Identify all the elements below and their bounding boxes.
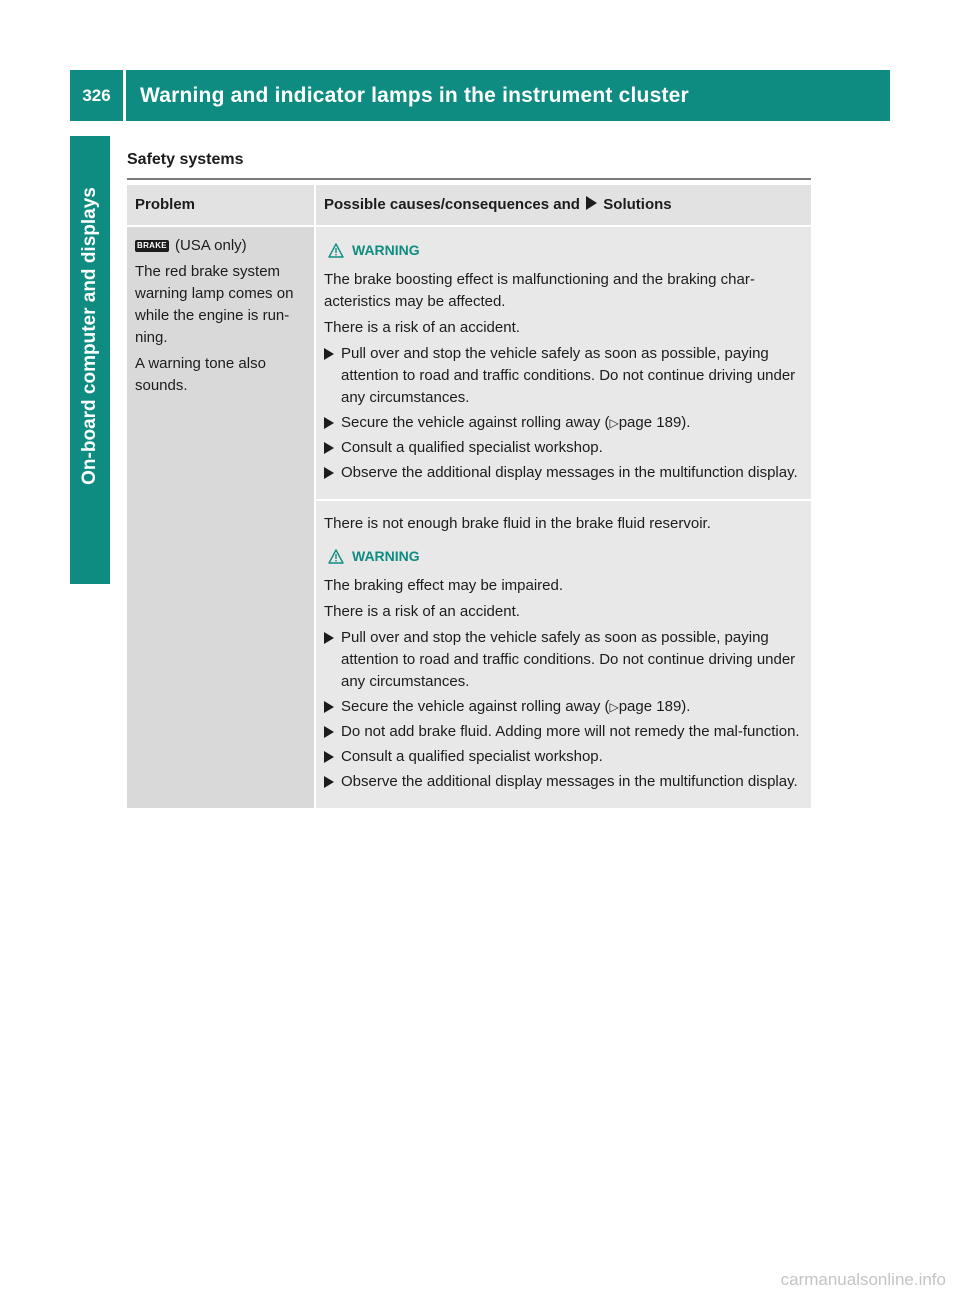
warning-label: WARNING xyxy=(352,548,420,564)
solution-cell-1 xyxy=(315,226,811,500)
action-step xyxy=(324,462,803,484)
solution-intro: There is not enough brake fluid in the brake fluid reservoir. xyxy=(324,515,711,532)
step-text: Observe the additional display messages in the multifunction display. xyxy=(341,464,798,481)
action-step xyxy=(324,771,803,793)
step-text: Do not add brake fluid. Adding more will not remedy the mal-function. xyxy=(341,723,800,740)
warning-triangle-icon xyxy=(328,243,344,258)
step-arrow-icon xyxy=(324,726,334,738)
step-arrow-icon xyxy=(324,348,334,360)
step-arrow-icon xyxy=(324,632,334,644)
step-text: Pull over and stop the vehicle safely as soon as possible, paying attention to road and traffic conditions. Do not continue driving under any circumstances. xyxy=(341,345,796,406)
action-step xyxy=(324,721,803,743)
warning-label: WARNING xyxy=(352,242,420,258)
step-text: Consult a qualified specialist workshop. xyxy=(341,748,603,765)
warning-heading xyxy=(328,545,803,567)
step-arrow-icon xyxy=(324,467,334,479)
watermark: carmanualsonline.info xyxy=(780,1270,946,1289)
solution-text: The braking effect may be impaired. xyxy=(324,577,564,594)
step-text: Observe the additional display messages in the multifunction display. xyxy=(341,773,798,790)
step-text: Secure the vehicle against rolling away ( xyxy=(341,698,610,715)
problem-description: The red brake system warning lamp comes on while the engine is run-ning. xyxy=(135,263,294,346)
solution-text: There is a risk of an accident. xyxy=(324,319,520,336)
solution-cell-2 xyxy=(315,500,811,808)
step-arrow-icon xyxy=(324,776,334,788)
page-header xyxy=(70,70,890,121)
solution-text: The brake boosting effect is malfunctioning and the braking char-acteristics may be affected. xyxy=(324,271,755,310)
table-row xyxy=(127,226,811,500)
action-step xyxy=(324,343,803,409)
action-step xyxy=(324,437,803,459)
brake-lamp-line xyxy=(135,235,306,257)
page-header-title: Warning and indicator lamps in the instrument cluster xyxy=(140,83,689,107)
chapter-side-label-wrap xyxy=(70,136,110,536)
page-number: 326 xyxy=(70,70,126,121)
column-header-solutions xyxy=(315,185,811,226)
action-step xyxy=(324,696,803,718)
page-reference-icon: ▷ xyxy=(609,700,619,714)
step-text: Pull over and stop the vehicle safely as soon as possible, paying attention to road and traffic conditions. Do not continue driving under any circumstances. xyxy=(341,629,796,690)
step-arrow-icon xyxy=(324,701,334,713)
brake-warning-lamp-icon: BRAKE xyxy=(137,241,167,250)
action-step xyxy=(324,412,803,434)
solution-arrow-icon xyxy=(586,196,597,210)
warning-triangle-icon xyxy=(328,549,344,564)
problem-tone: A warning tone also sounds. xyxy=(135,355,266,394)
warning-heading xyxy=(328,239,803,261)
step-text: Consult a qualified specialist workshop. xyxy=(341,439,603,456)
page-reference-link[interactable]: page 189). xyxy=(618,414,691,431)
page-reference-link[interactable]: page 189). xyxy=(618,698,691,715)
table-header-row xyxy=(127,185,811,226)
section-title: Safety systems xyxy=(127,151,244,168)
action-step xyxy=(324,746,803,768)
column-header-solutions-pre: Possible causes/consequences and xyxy=(324,196,580,213)
action-step xyxy=(324,627,803,693)
step-text: Secure the vehicle against rolling away ( xyxy=(341,414,610,431)
column-header-solutions-post: Solutions xyxy=(603,196,672,213)
column-header-problem: Problem xyxy=(127,185,315,226)
problem-solution-table xyxy=(127,185,811,808)
problem-region: (USA only) xyxy=(174,237,247,254)
solution-text: There is a risk of an accident. xyxy=(324,603,520,620)
step-arrow-icon xyxy=(324,417,334,429)
problem-cell xyxy=(127,226,315,808)
step-arrow-icon xyxy=(324,442,334,454)
step-arrow-icon xyxy=(324,751,334,763)
chapter-side-label: On-board computer and displays xyxy=(79,187,100,485)
section-divider xyxy=(127,178,811,180)
page-reference-icon: ▷ xyxy=(609,416,619,430)
